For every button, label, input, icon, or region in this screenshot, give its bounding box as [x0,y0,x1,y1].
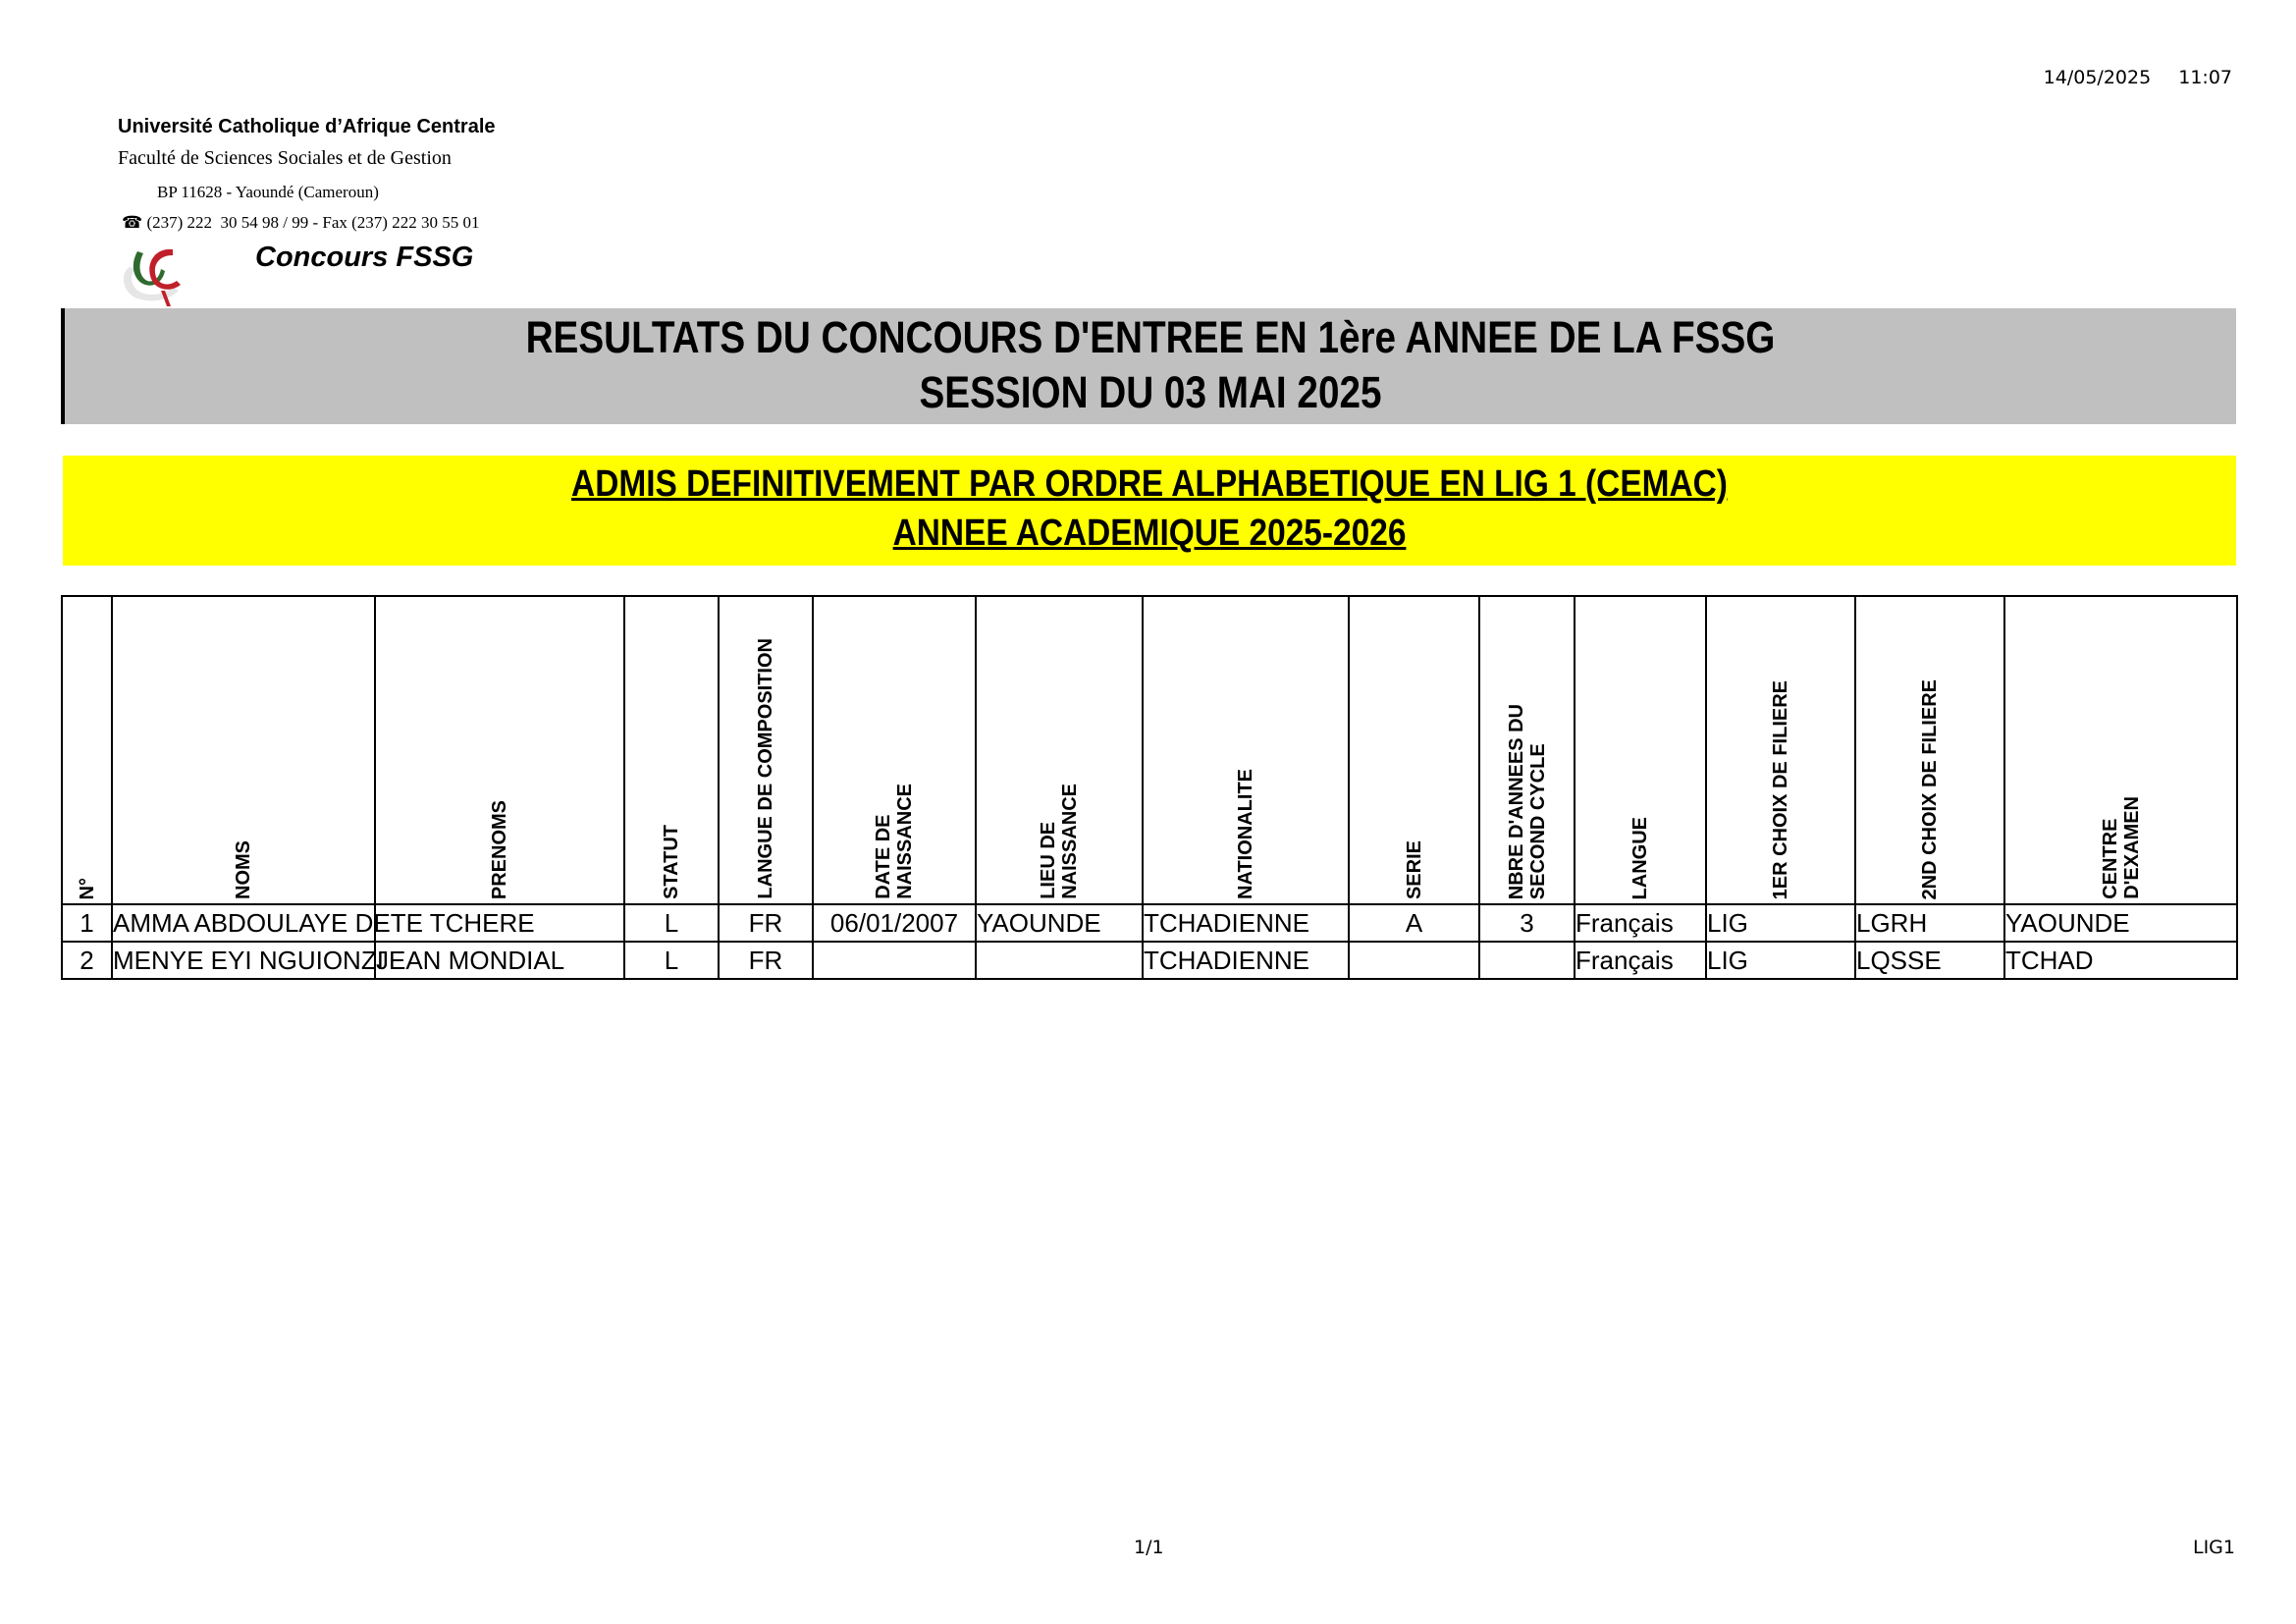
session-title: SESSION DU 03 MAI 2025 [919,367,1382,417]
column-header-date-naissance: DATE DE NAISSANCE [813,596,976,904]
column-header-number: N° [62,596,112,904]
column-header-statut: STATUT [624,596,719,904]
cell-serie [1349,942,1479,979]
page-number: 1/1 [1134,1537,1164,1558]
admitted-title-band [63,456,2236,566]
header-row [62,596,2237,904]
column-header-lieu-naissance: LIEU DE NAISSANCE [976,596,1143,904]
cell-number: 1 [62,904,112,942]
cell-2nd-choix: LGRH [1855,904,2004,942]
admitted-title: ADMIS DEFINITIVEMENT PAR ORDRE ALPHABETIQUE EN LIG 1 (CEMAC) [571,463,1728,505]
phone-numbers: (237) 222 30 54 98 / 99 - Fax (237) 222 30 55 01 [146,213,480,232]
university-name: Université Catholique d’Afrique Centrale [118,116,496,137]
cell-noms: AMMA ABDOULAYE DETE TCHERE [112,904,375,942]
table-row [62,904,2237,942]
sheet-name: LIG1 [2192,1537,2235,1558]
cell-centre-examen: TCHAD [2004,942,2237,979]
cell-noms: MENYE EYI NGUIONZI [112,942,375,979]
cell-nationalite: TCHADIENNE [1143,942,1349,979]
column-header-1er-choix: 1ER CHOIX DE FILIERE [1706,596,1855,904]
cell-langue: Français [1575,904,1706,942]
phone-fax [122,213,479,233]
print-time: 11:07 [2178,67,2232,88]
cell-serie: A [1349,904,1479,942]
column-header-prenoms: PRENOMS [375,596,624,904]
cell-lieu-naissance [976,942,1143,979]
column-header-2nd-choix: 2ND CHOIX DE FILIERE [1855,596,2004,904]
cell-centre-examen: YAOUNDE [2004,904,2237,942]
cell-statut: L [624,904,719,942]
main-title-band [61,308,2236,424]
column-header-nbre-annees: NBRE D'ANNEES DU SECOND CYCLE [1479,596,1575,904]
cell-langue-composition: FR [719,942,813,979]
academic-year-title: ANNEE ACADEMIQUE 2025-2026 [892,513,1407,554]
faculty-name: Faculté de Sciences Sociales et de Gestion [118,147,452,169]
table-row [62,942,2237,979]
cell-langue: Français [1575,942,1706,979]
cell-date-naissance: 06/01/2007 [813,904,976,942]
cell-nationalite: TCHADIENNE [1143,904,1349,942]
cell-lieu-naissance: YAOUNDE [976,904,1143,942]
cell-date-naissance [813,942,976,979]
cell-2nd-choix: LQSSE [1855,942,2004,979]
postal-address: BP 11628 - Yaoundé (Cameroun) [157,183,379,201]
cell-nbre-annees: 3 [1479,904,1575,942]
cell-1er-choix: LIG [1706,904,1855,942]
column-header-noms: NOMS [112,596,375,904]
cell-1er-choix: LIG [1706,942,1855,979]
column-header-langue: LANGUE [1575,596,1706,904]
print-datetime [2044,67,2232,88]
column-header-centre-examen: CENTRE D'EXAMEN [2004,596,2237,904]
phone-icon: ☎ [122,213,143,232]
cell-statut: L [624,942,719,979]
cell-nbre-annees [1479,942,1575,979]
ucac-logo-icon [116,242,194,308]
column-header-serie: SERIE [1349,596,1479,904]
column-header-langue-composition: LANGUE DE COMPOSITION [719,596,813,904]
column-header-nationalite: NATIONALITE [1143,596,1349,904]
print-date: 14/05/2025 [2043,67,2152,88]
concours-label: Concours FSSG [255,242,474,273]
main-title: RESULTATS DU CONCOURS D'ENTREE EN 1ère ANNEE DE LA FSSG [525,312,1776,362]
cell-langue-composition: FR [719,904,813,942]
cell-prenoms: JEAN MONDIAL [375,942,624,979]
results-table [61,595,2238,980]
cell-number: 2 [62,942,112,979]
